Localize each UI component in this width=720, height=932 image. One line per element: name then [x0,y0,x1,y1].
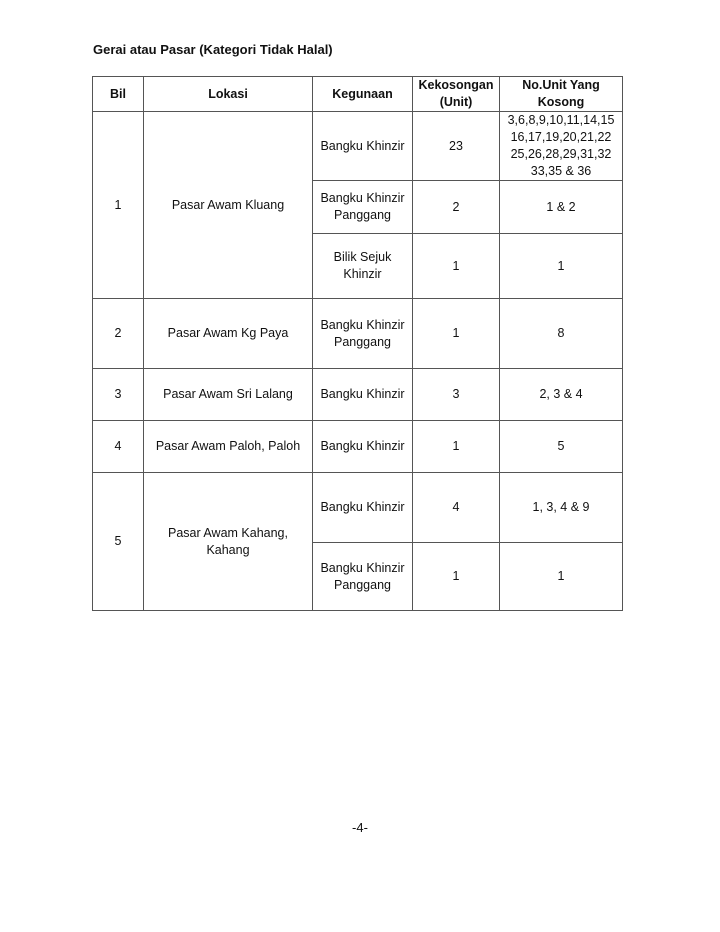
header-kekosongan: Kekosongan (Unit) [413,77,500,112]
table-row [93,421,623,473]
cell-kegunaan: Bangku Khinzir Panggang [313,299,413,369]
cell-kegunaan: Bangku Khinzir [313,473,413,543]
cell-bil: 5 [93,473,144,611]
cell-kekosongan: 4 [413,473,500,543]
cell-kegunaan: Bangku Khinzir [313,421,413,473]
table-row [93,473,623,543]
cell-kekosongan: 23 [413,112,500,181]
cell-lokasi: Pasar Awam Paloh, Paloh [144,421,313,473]
cell-no-unit: 2, 3 & 4 [500,369,623,421]
document-title: Gerai atau Pasar (Kategori Tidak Halal) [93,42,333,57]
table-row [93,299,623,369]
table-row [93,112,623,181]
cell-kekosongan: 2 [413,181,500,234]
cell-kegunaan: Bangku Khinzir Panggang [313,181,413,234]
cell-kekosongan: 1 [413,299,500,369]
cell-no-unit: 1 & 2 [500,181,623,234]
cell-kegunaan: Bangku Khinzir Panggang [313,543,413,611]
header-lokasi: Lokasi [144,77,313,112]
cell-kekosongan: 1 [413,234,500,299]
cell-no-unit: 8 [500,299,623,369]
header-no-unit: No.Unit Yang Kosong [500,77,623,112]
page-number: -4- [352,820,368,835]
cell-kekosongan: 3 [413,369,500,421]
header-bil: Bil [93,77,144,112]
cell-no-unit: 3,6,8,9,10,11,14,15 16,17,19,20,21,22 25,26,28,29,31,32 33,35 & 36 [500,112,623,181]
cell-kegunaan: Bangku Khinzir [313,369,413,421]
cell-no-unit: 1 [500,543,623,611]
cell-bil: 1 [93,112,144,299]
cell-kegunaan: Bilik Sejuk Khinzir [313,234,413,299]
cell-lokasi: Pasar Awam Kluang [144,112,313,299]
cell-no-unit: 1 [500,234,623,299]
vacancy-table [92,76,623,611]
cell-lokasi: Pasar Awam Kahang, Kahang [144,473,313,611]
cell-bil: 2 [93,299,144,369]
cell-kekosongan: 1 [413,543,500,611]
cell-lokasi: Pasar Awam Kg Paya [144,299,313,369]
cell-kekosongan: 1 [413,421,500,473]
cell-bil: 3 [93,369,144,421]
header-kegunaan: Kegunaan [313,77,413,112]
cell-no-unit: 1, 3, 4 & 9 [500,473,623,543]
table-header-row [93,77,623,112]
cell-lokasi: Pasar Awam Sri Lalang [144,369,313,421]
cell-kegunaan: Bangku Khinzir [313,112,413,181]
cell-bil: 4 [93,421,144,473]
cell-no-unit: 5 [500,421,623,473]
table-row [93,369,623,421]
